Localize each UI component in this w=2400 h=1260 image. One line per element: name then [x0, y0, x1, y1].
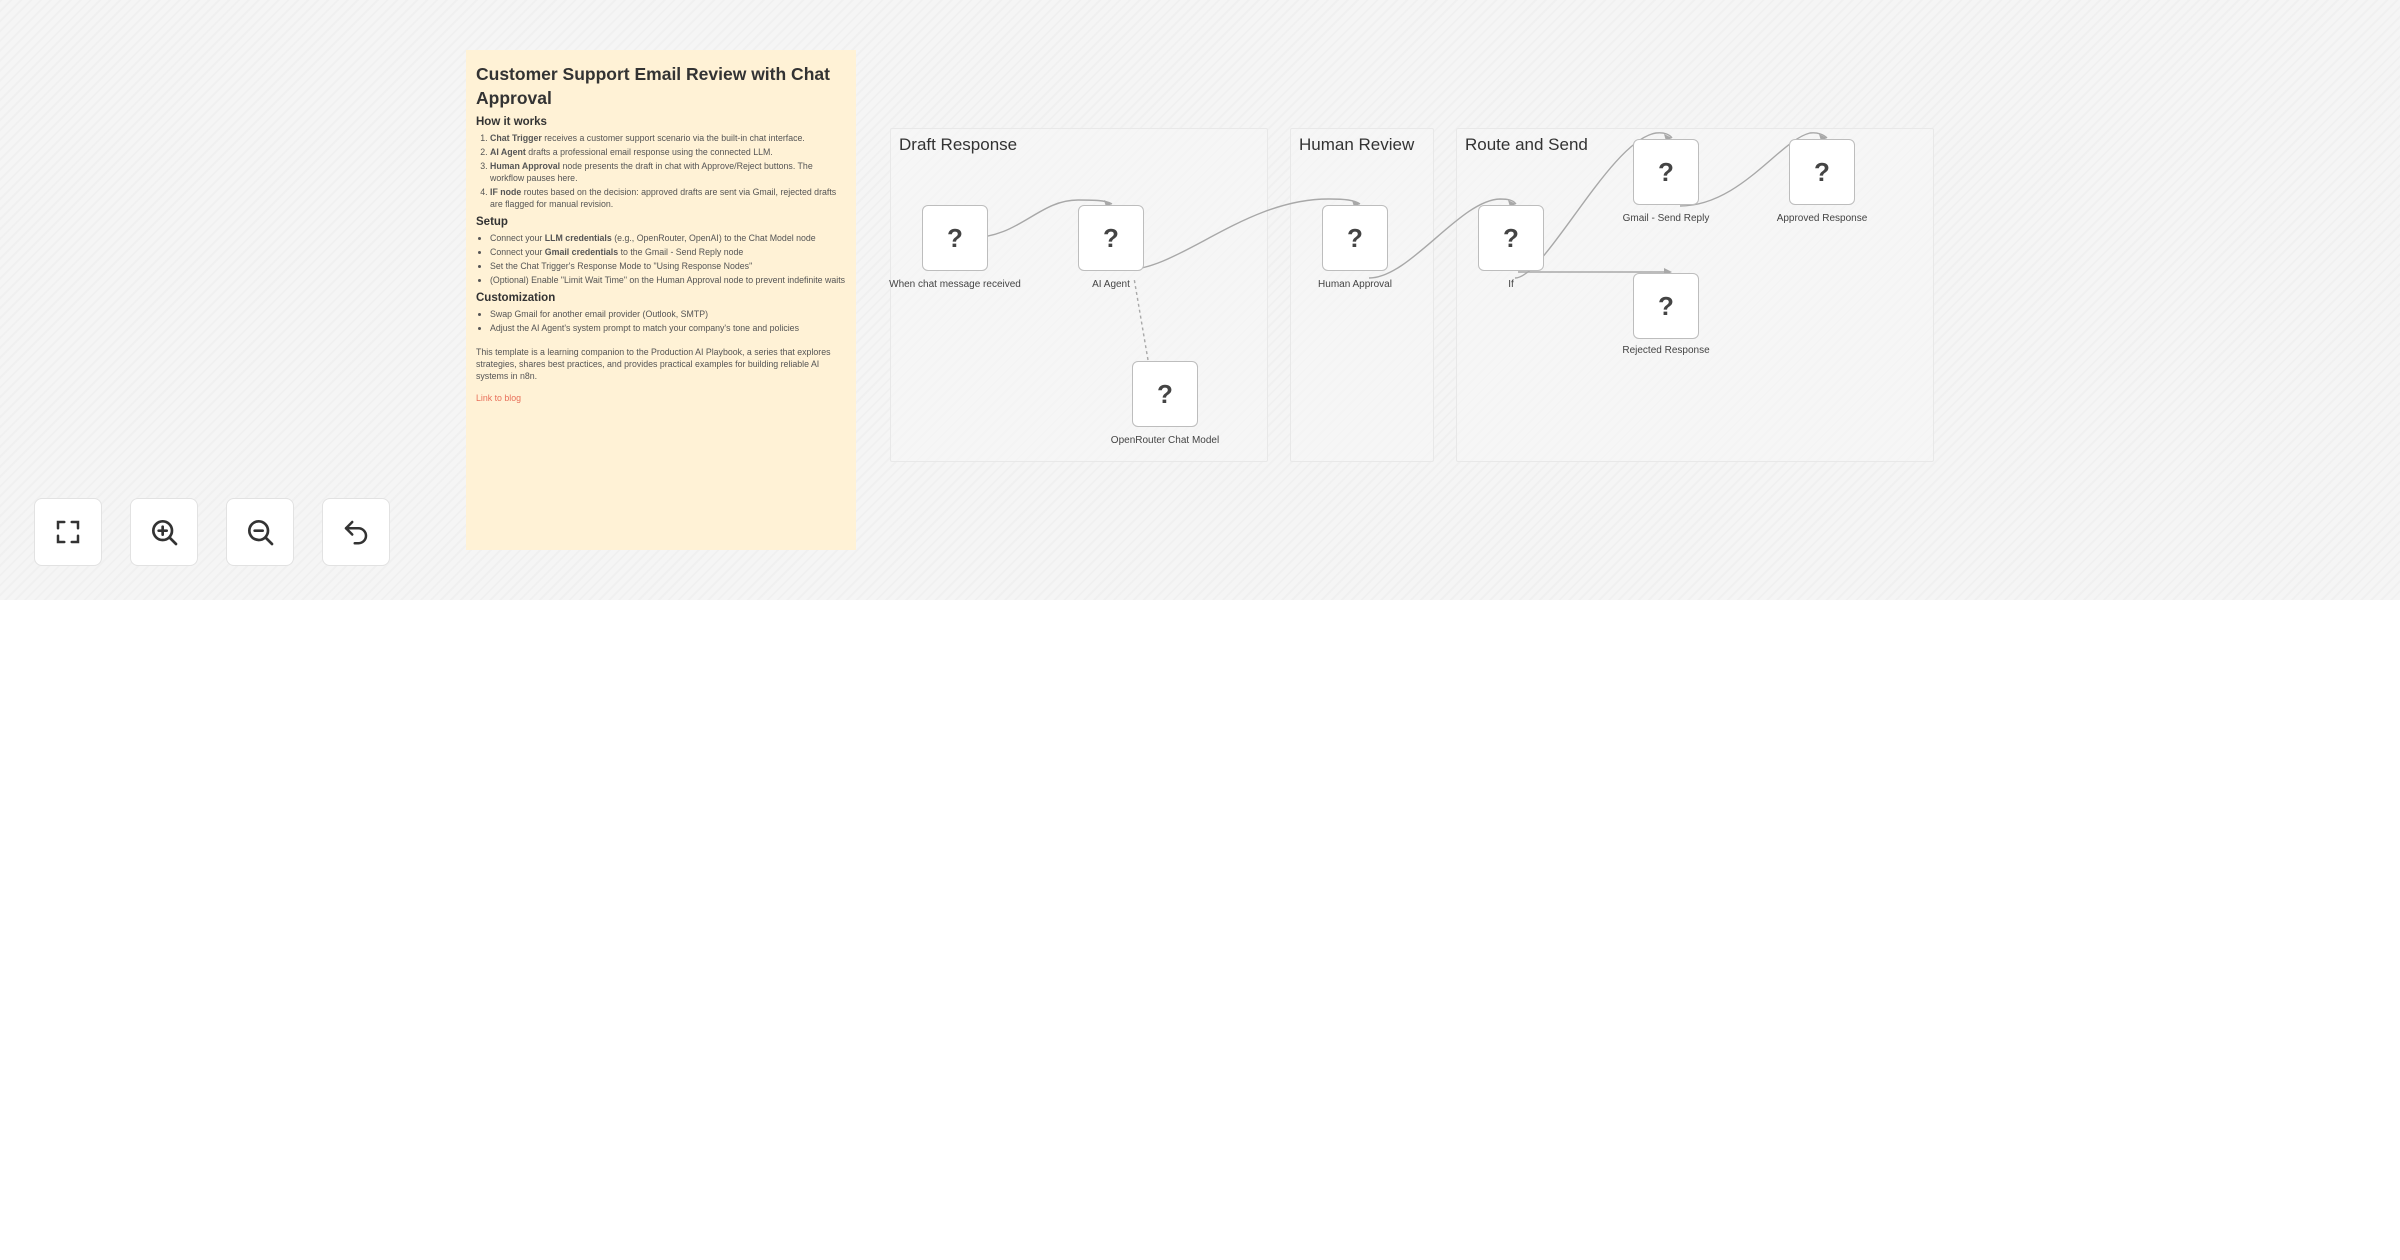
- how-it-works-heading: How it works: [476, 116, 547, 128]
- node-ai-agent[interactable]: [1078, 205, 1144, 271]
- node-if[interactable]: [1478, 205, 1544, 271]
- unknown-node-icon: ?: [947, 222, 963, 253]
- node-label-gmail-send-reply: Gmail - Send Reply: [1622, 213, 1710, 224]
- customization-item: • Adjust the AI Agent's system prompt to match your company's tone and policies: [490, 322, 846, 334]
- unknown-node-icon: ?: [1103, 222, 1119, 253]
- node-label-human-approval: Human Approval: [1318, 279, 1392, 290]
- note-footer: This template is a learning companion to the Production AI Playbook, a series that explores strategies, shares best practices, and provides practical examples for building reliable AI systems in n8n.: [476, 347, 831, 381]
- fullscreen-icon: [53, 517, 83, 547]
- node-label-ai-agent: AI Agent: [1092, 279, 1130, 290]
- zoom-in-button[interactable]: [130, 498, 198, 566]
- fit-view-button[interactable]: [34, 498, 102, 566]
- unknown-node-icon: ?: [1503, 222, 1519, 253]
- unknown-node-icon: ?: [1658, 290, 1674, 321]
- zoom-out-icon: [244, 516, 276, 548]
- node-rejected-response[interactable]: [1633, 273, 1699, 339]
- group-title: Human Review: [1299, 135, 1415, 154]
- undo-icon: [341, 517, 371, 547]
- unknown-node-icon: ?: [1157, 378, 1173, 409]
- node-gmail-send-reply[interactable]: [1633, 139, 1699, 205]
- blog-link[interactable]: Link to blog: [476, 393, 521, 403]
- node-label-if: If: [1508, 279, 1514, 290]
- setup-item: • Connect your Gmail credentials to the Gmail - Send Reply node: [490, 246, 846, 258]
- unknown-node-icon: ?: [1658, 156, 1674, 187]
- workflow-canvas[interactable]: [0, 0, 2400, 600]
- node-openrouter-chat-model[interactable]: [1132, 361, 1198, 427]
- zoom-out-button[interactable]: [226, 498, 294, 566]
- customization-heading: Customization: [476, 292, 556, 304]
- setup-item: • Connect your LLM credentials (e.g., OpenRouter, OpenAI) to the Chat Model node: [490, 232, 846, 244]
- how-step: 1. Chat Trigger receives a customer support scenario via the built-in chat interface.: [490, 132, 846, 144]
- how-step: 4. IF node routes based on the decision: approved drafts are sent via Gmail, rejected drafts are flagged for manual revision.: [490, 186, 846, 210]
- reset-zoom-button[interactable]: [322, 498, 390, 566]
- node-chat-trigger[interactable]: [922, 205, 988, 271]
- node-label-rejected-response: Rejected Response: [1622, 345, 1710, 356]
- zoom-in-icon: [148, 516, 180, 548]
- node-approved-response[interactable]: [1789, 139, 1855, 205]
- group-title: Draft Response: [899, 135, 1018, 154]
- setup-item: • Set the Chat Trigger's Response Mode to "Using Response Nodes": [490, 260, 846, 272]
- unknown-node-icon: ?: [1347, 222, 1363, 253]
- setup-item: • (Optional) Enable "Limit Wait Time" on the Human Approval node to prevent indefinite waits: [490, 274, 846, 286]
- node-label-approved-response: Approved Response: [1776, 213, 1868, 224]
- group-title: Route and Send: [1465, 135, 1588, 154]
- note-title: Customer Support Email Review with Chat Approval: [476, 64, 830, 108]
- node-label-chat-model: OpenRouter Chat Model: [1110, 435, 1220, 446]
- node-human-approval[interactable]: [1322, 205, 1388, 271]
- how-step: 2. AI Agent drafts a professional email response using the connected LLM.: [490, 146, 846, 158]
- setup-heading: Setup: [476, 216, 508, 228]
- how-step: 3. Human Approval node presents the draft in chat with Approve/Reject buttons. The workflow pauses here.: [490, 160, 846, 184]
- node-label-chat-trigger: When chat message received: [889, 279, 1021, 290]
- customization-item: • Swap Gmail for another email provider (Outlook, SMTP): [490, 308, 846, 320]
- unknown-node-icon: ?: [1814, 156, 1830, 187]
